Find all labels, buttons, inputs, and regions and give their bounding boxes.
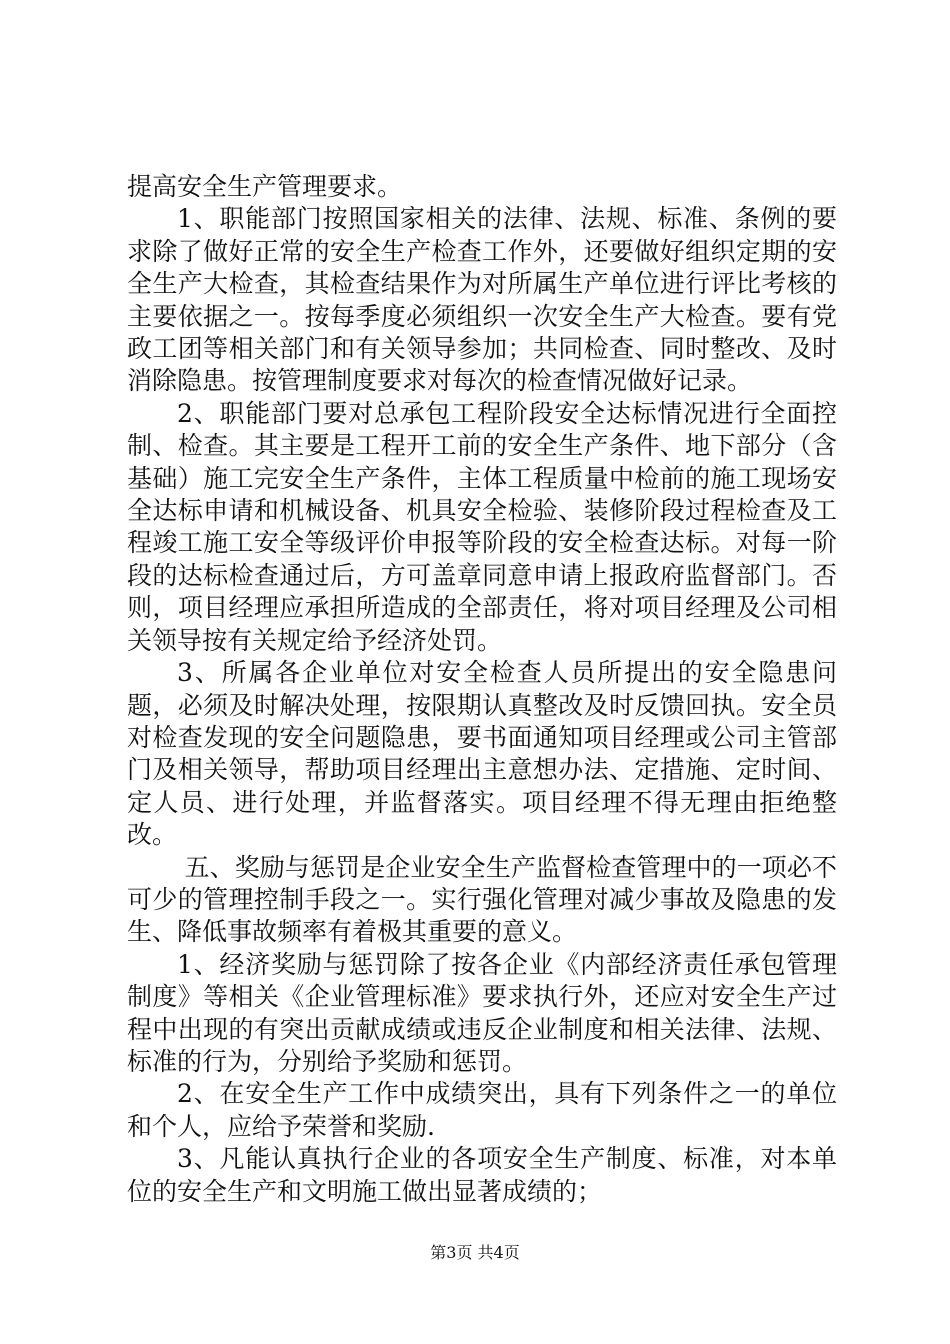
paragraph-item-1: 1、职能部门按照国家相关的法律、法规、标准、条例的要求除了做好正常的安全生产检查工作外，还要做好组织定期的安全生产大检查，其检查结果作为对所属生产单位进行评比考核的主要依据之一。按每季度必须组织一次安全生产大检查。要有党政工团等相关部门和有关领导参加；共同检查、同时整改、及时消除隐患。按管理制度要求对每次的检查情况做好记录。	[127, 204, 837, 396]
paragraph-reward-3: 3、凡能认真执行企业的各项安全生产制度、标准，对本单位的安全生产和文明施工做出显著成绩的；	[127, 1144, 837, 1206]
section-five-paragraph: 五、奖励与惩罚是企业安全生产监督检查管理中的一项必不可少的管理控制手段之一。实行强化管理对减少事故及隐患的发生、降低事故频率有着极其重要的意义。	[127, 852, 837, 947]
paragraph-reward-1: 1、经济奖励与惩罚除了按各企业《内部经济责任承包管理制度》等相关《企业管理标准》要求执行外，还应对安全生产过程中出现的有突出贡献成绩或违反企业制度和相关法律、法规、标准的行为，分别给予奖励和惩罚。	[127, 949, 837, 1076]
paragraph-continuation: 提高安全生产管理要求。	[127, 172, 403, 201]
page-number-footer: 第3页 共4页	[430, 1243, 520, 1262]
paragraph-reward-2: 2、在安全生产工作中成绩突出，具有下列条件之一的单位和个人，应给予荣誉和奖励.	[127, 1079, 837, 1141]
paragraph-item-2: 2、职能部门要对总承包工程阶段安全达标情况进行全面控制、检查。其主要是工程开工前的安全生产条件、地下部分（含基础）施工完安全生产条件，主体工程质量中检前的施工现场安全达标申请和机械设备、机具安全检验、装修阶段过程检查及工程竣工施工安全等级评价申报等阶段的安全检查达标。对每一阶段的达标检查通过后，方可盖章同意申请上报政府监督部门。否则，项目经理应承担所造成的全部责任，将对项目经理及公司相关领导按有关规定给予经济处罚。	[127, 398, 837, 655]
paragraph-item-3: 3、所属各企业单位对安全检查人员所提出的安全隐患问题，必须及时解决处理，按限期认真整改及时反馈回执。安全员对检查发现的安全问题隐患，要书面通知项目经理或公司主管部门及相关领导，帮助项目经理出主意想办法、定措施、定时间、定人员、进行处理，并监督落实。项目经理不得无理由拒绝整改。	[127, 658, 837, 850]
document-body	[127, 171, 837, 1208]
